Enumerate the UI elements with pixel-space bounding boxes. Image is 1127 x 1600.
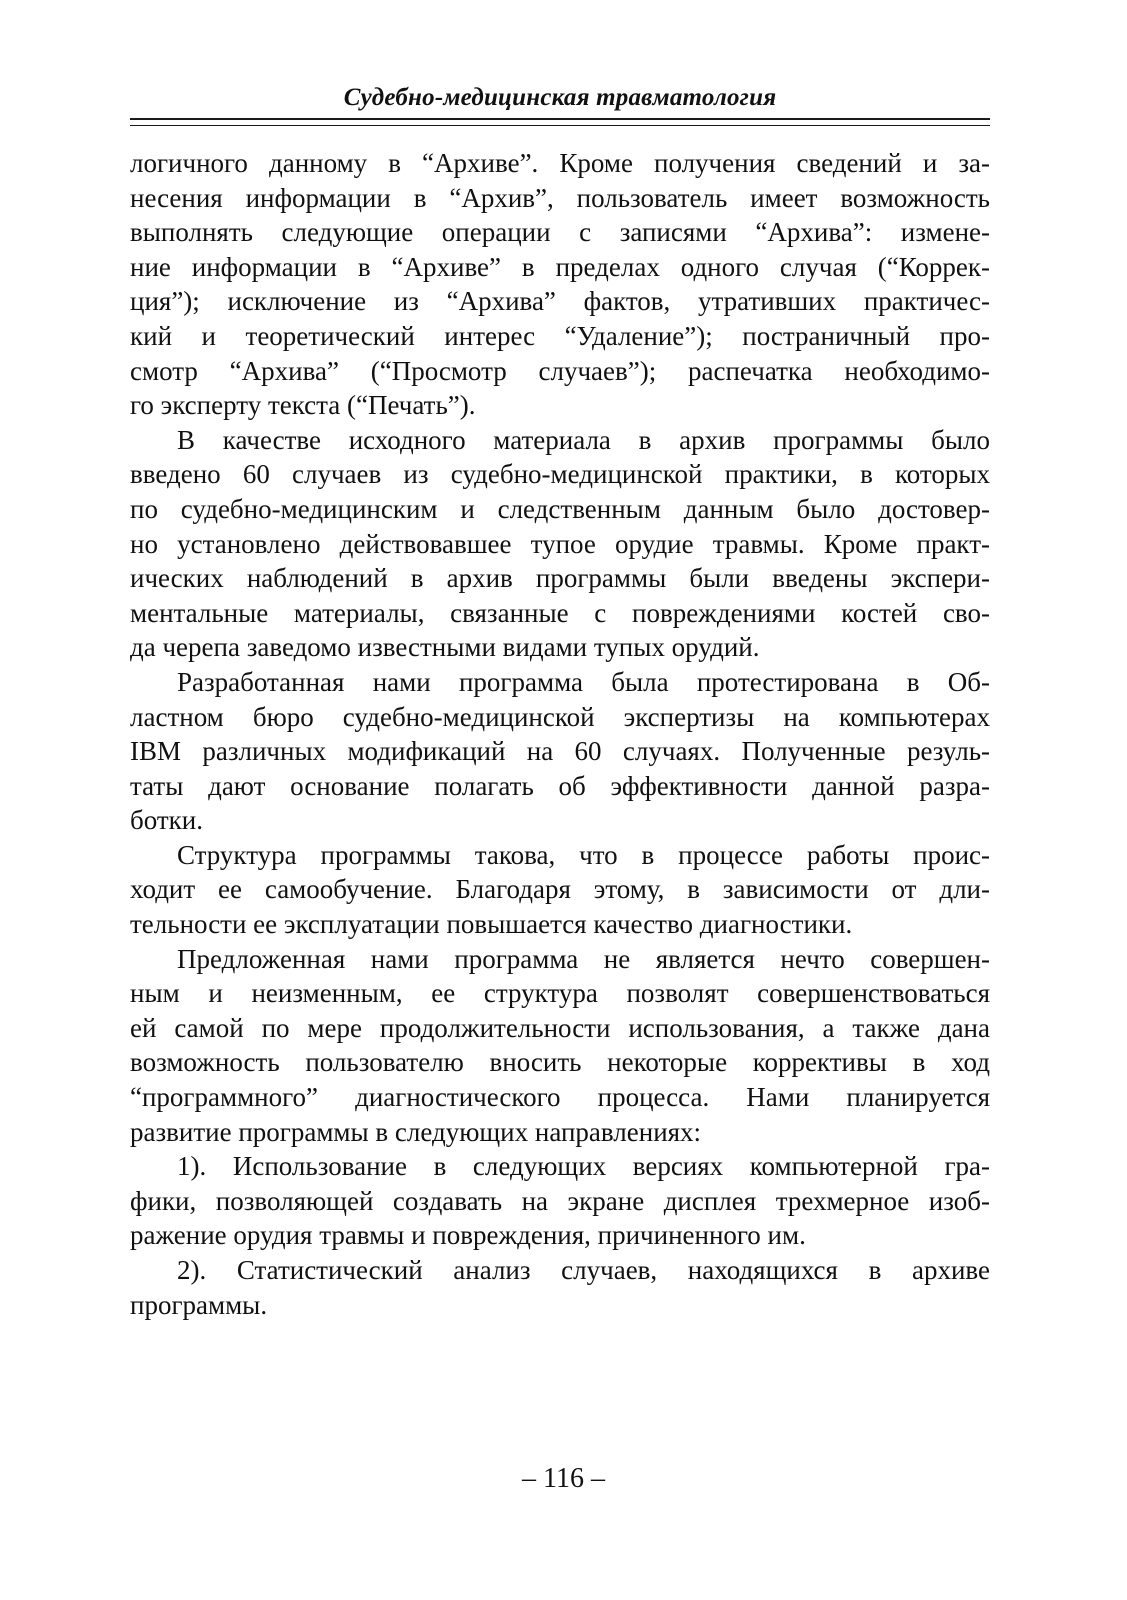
text-line: ластном бюро судебно-медицинской экспертизы на компьютерах — [130, 701, 990, 732]
text-line: IBM различных модификаций на 60 случаях. Полученные резуль- — [130, 736, 990, 767]
text-line: выполнять следующие операции с записями “Архива”: измене- — [130, 217, 990, 248]
paragraph — [130, 942, 990, 1150]
paragraph — [130, 1253, 990, 1322]
text-line: да черепа заведомо известными видами тупых орудий. — [130, 632, 760, 663]
text-line: ботки. — [130, 805, 203, 836]
text-line: фики, позволяющей создавать на экране дисплея трехмерное изоб- — [130, 1185, 990, 1216]
page-number: – 116 – — [522, 1463, 605, 1494]
text-line: 1). Использование в следующих версиях компьютерной гра- — [177, 1151, 990, 1182]
paragraph — [130, 838, 990, 942]
text-line: смотр “Архива” (“Просмотр случаев”); распечатка необходимо- — [130, 355, 990, 386]
text-line: Структура программы такова, что в процессе работы проис- — [177, 839, 990, 870]
text-line: возможность пользователю вносить некоторые коррективы в ход — [130, 1047, 990, 1078]
text-line: но установлено действовавшее тупое орудие травмы. Кроме практ- — [130, 528, 990, 559]
text-line: ция”); исключение из “Архива” фактов, утративших практичес- — [130, 286, 990, 317]
header-rule-thin — [130, 125, 990, 126]
text-line: введено 60 случаев из судебно-медицинской практики, в которых — [130, 459, 990, 490]
text-line: ражение орудия травмы и повреждения, причиненного им. — [130, 1220, 806, 1251]
text-line: Предложенная нами программа не является нечто совершен- — [177, 943, 990, 974]
text-line: ментальные материалы, связанные с повреждениями костей сво- — [130, 597, 990, 628]
text-line: ние информации в “Архиве” в пределах одного случая (“Коррек- — [130, 251, 990, 282]
text-line: кий и теоретический интерес “Удаление”); постраничный про- — [130, 320, 990, 351]
body-text — [130, 146, 990, 1322]
text-line: тельности ее эксплуатации повышается качество диагностики. — [130, 909, 853, 940]
text-line: ходит ее самообучение. Благодаря этому, в зависимости от дли- — [130, 874, 990, 905]
text-line: Разработанная нами программа была протестирована в Об- — [177, 666, 990, 697]
text-line: ным и неизменным, ее структура позволят совершенствоваться — [130, 978, 990, 1009]
text-line: 2). Статистический анализ случаев, находящихся в архиве — [177, 1255, 990, 1285]
text-line: программы. — [130, 1289, 268, 1320]
text-line: логичного данному в “Архиве”. Кроме получения сведений и за- — [130, 148, 990, 178]
paragraph — [130, 1149, 990, 1253]
paragraph — [130, 146, 990, 423]
text-line: го эксперту текста (“Печать”). — [130, 390, 476, 421]
text-line: ей самой по мере продолжительности использования, а также дана — [130, 1012, 990, 1043]
text-line: таты дают основание полагать об эффективности данной разра- — [130, 770, 990, 801]
running-header: Судебно-медицинская травматология — [343, 84, 777, 111]
text-line: развитие программы в следующих направлениях: — [130, 1116, 702, 1147]
text-line: В качестве исходного материала в архив программы было — [177, 424, 990, 455]
header-rule-thick — [130, 118, 990, 120]
text-line: по судебно-медицинским и следственным данным было достовер- — [130, 493, 990, 524]
text-line: “программного” диагностического процесса. Нами планируется — [130, 1082, 990, 1113]
text-line: несения информации в “Архив”, пользователь имеет возможность — [130, 182, 990, 213]
text-line: ических наблюдений в архив программы были введены экспери- — [130, 563, 990, 594]
paragraph — [130, 665, 990, 838]
paragraph — [130, 423, 990, 665]
